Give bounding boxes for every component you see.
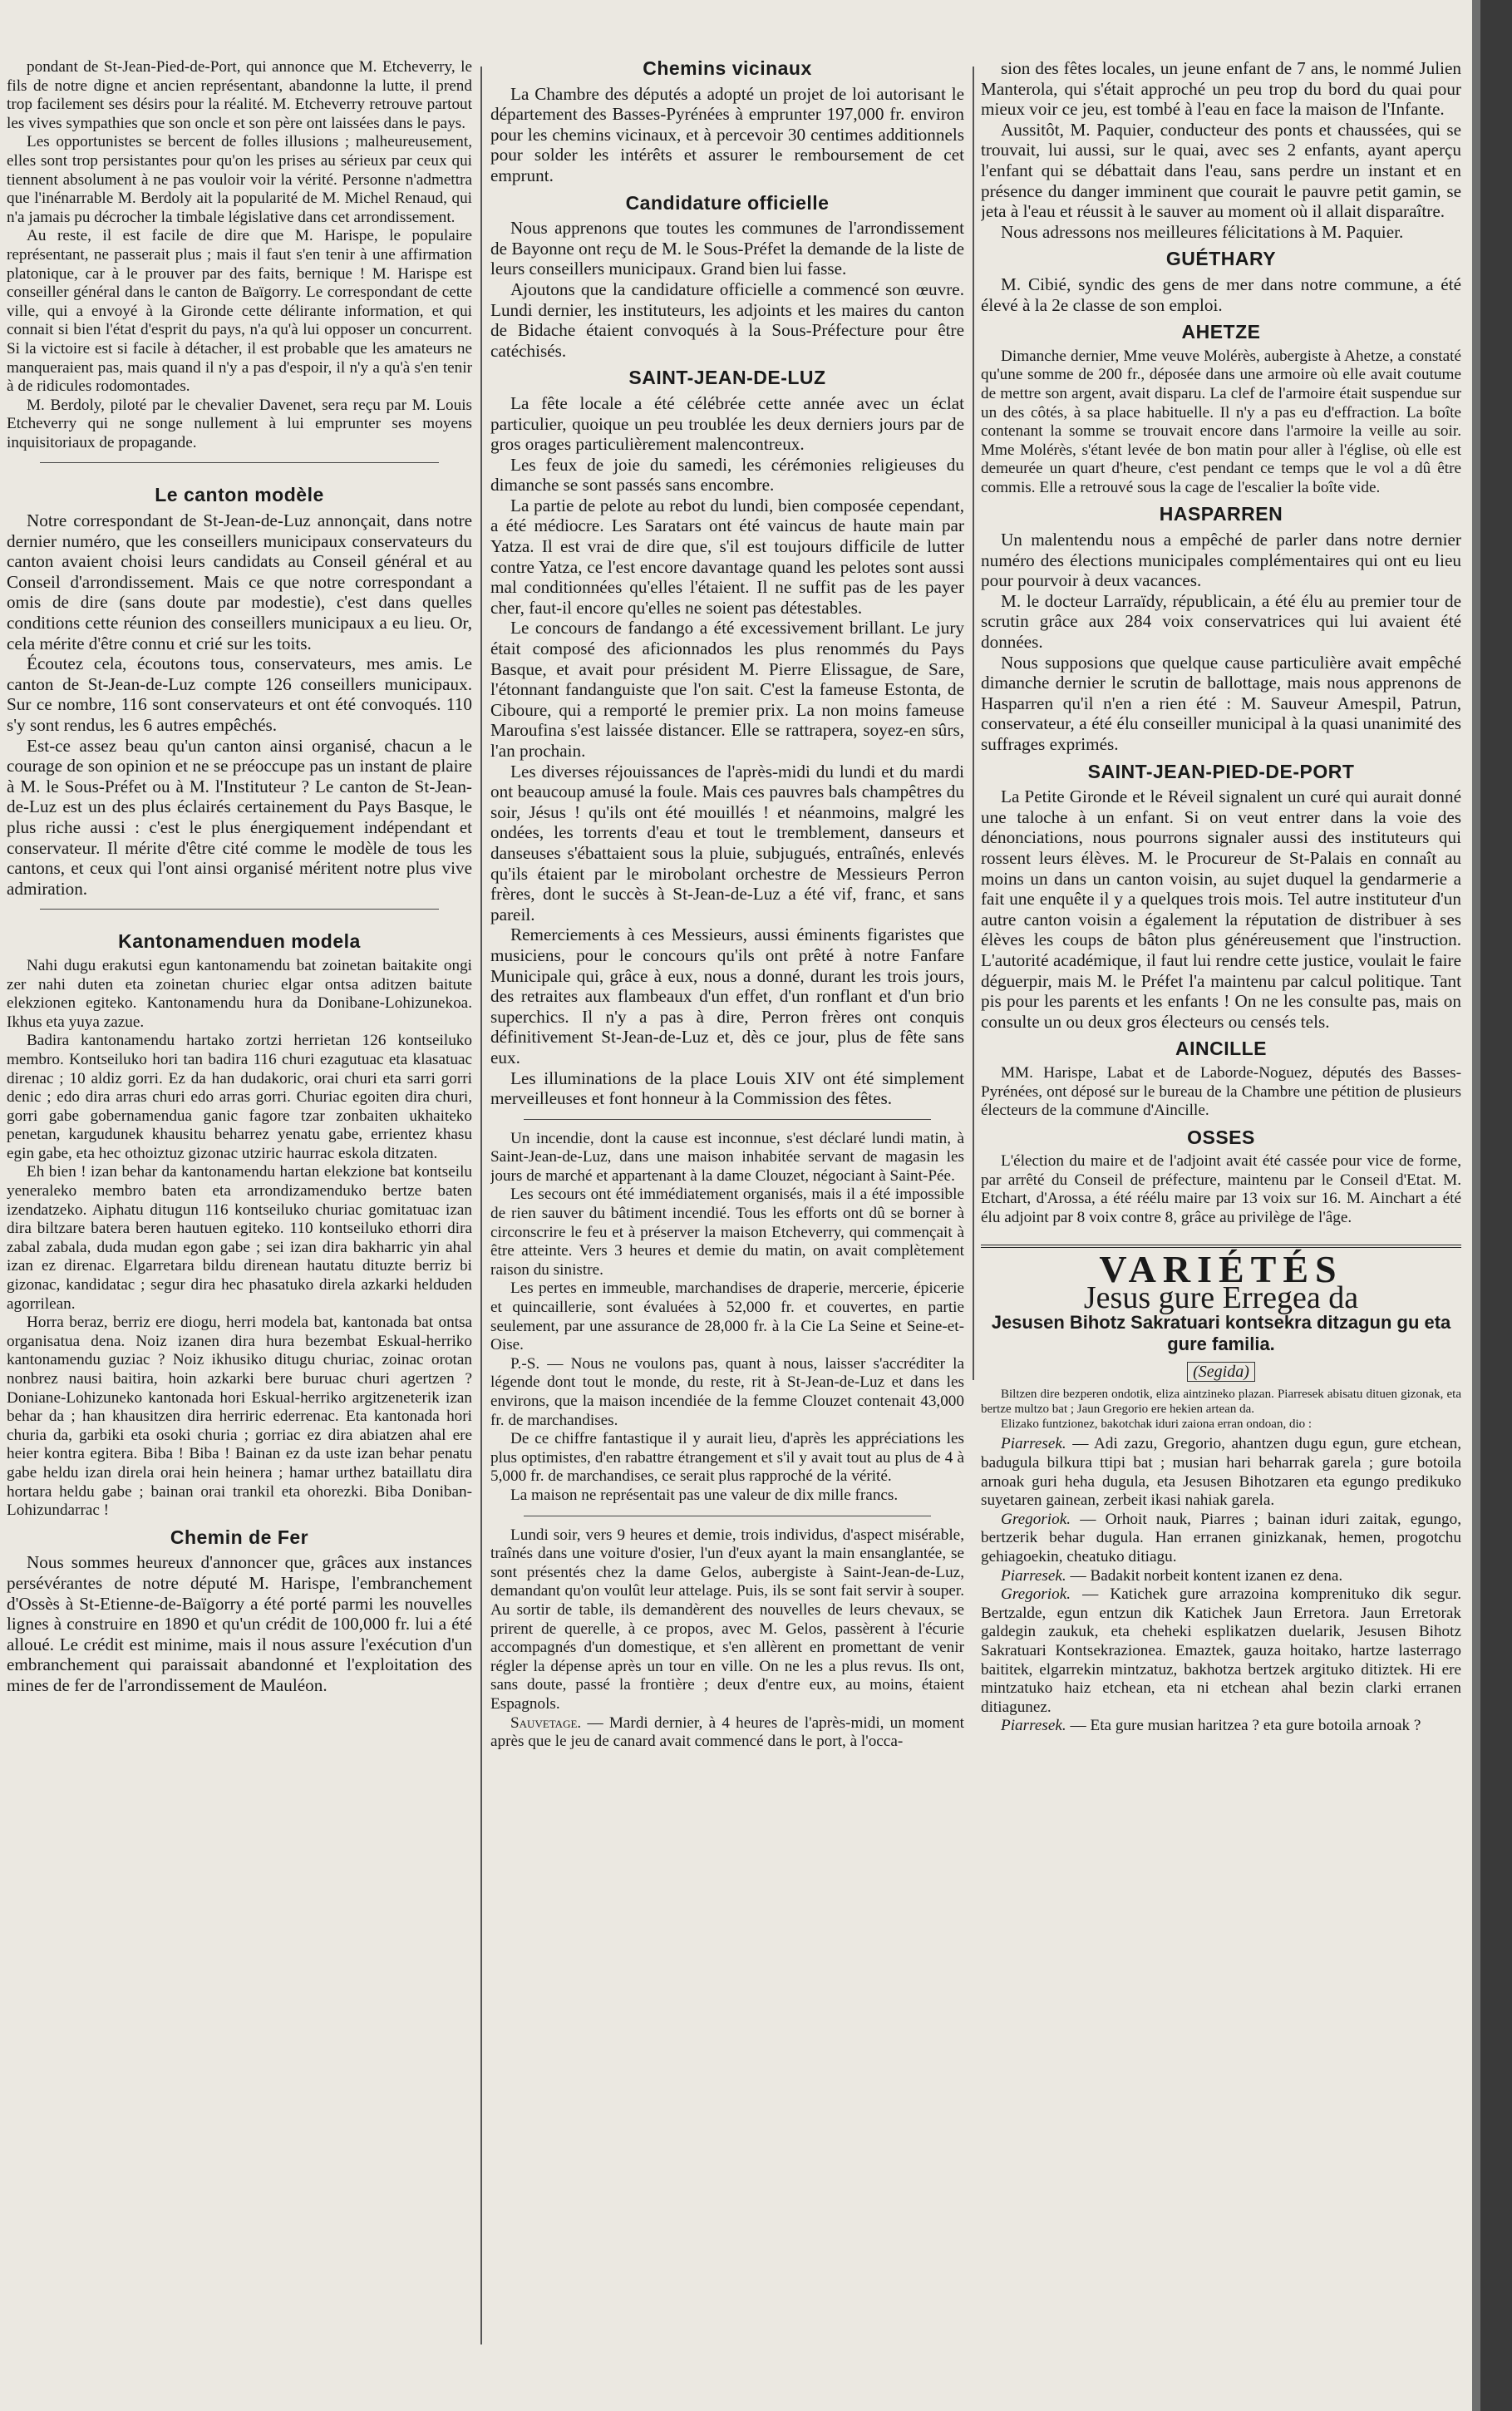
- paragraph: Lundi soir, vers 9 heures et demie, trois individus, d'aspect misérable, traînés dans une voiture d'osier, l'un d'eux ayant la main ensanglantée, se sont présentés chez la dame Gelos, aubergiste à Saint-Jean-de-Luz, demandant qu'on voulût leur attelage. Puis, ils se sont fait servir à souper. Au sortir de table, ils demandèrent des nouvelles de leurs chevaux, se prirent de querelle, à ce propos, avec M. Gelos, passèrent à l'écurie accompagnés d'un domestique, et s'en allèrent en promettant de venir régler la dépense après un tour en ville. On ne les a plus revus. Ils ont, sans doute, passé la frontière ; deux d'entre eux, au moins, étaient Espagnols.: [490, 1526, 964, 1713]
- saint-jean-pied-de-port-title: SAINT-JEAN-PIED-DE-PORT: [1087, 760, 1355, 782]
- paragraph: Eh bien ! izan behar da kantonamendu hartan elekzione bat kontseilu yeneraleko membro baten eta arrondizamenduko bertze baten izendatzeko. Aiphatu ditugun 116 kontseiluko churiac gomitatuac izan dira biltzare batera beren hautuen egiteko. 110 kontseiluko ethorri dira zabal zabala, duda mudan egon gabe ; sei izan dira bakharric yin ahal izan ez direnac. Elgarretara bildu direnean hautatu dituzte berriz bi gizonac, kandidatac ; segur dira hec phasatuko direla azkarki helduden agorrilean.: [7, 1163, 472, 1313]
- speaker: Piarresek.: [1001, 1717, 1066, 1735]
- paragraph: Au reste, il est facile de dire que M. Harispe, le populaire représentant, ne passerait plus ; mais il faut s'en tenir à une affirmation platonique, car à le prouver par des faits, bernique ! M. Harispe est conseiller général dans le canton de Baïgorry. Le correspondant de cette ville, qui a envoyé à la Gironde cette délirante information, et qui connait si bien l'état d'esprit du pays, n'a qu'à lui opposer un concurrent. Si la victoire est si facile à détacher, il est probable que les amateurs ne manqueraient pas, mais quand il n'y a pas d'espoir, il n'y a qu'à s'en tenir à de ridicules rodomontades.: [7, 227, 472, 396]
- candidature-article: [490, 218, 964, 361]
- chemins-vicinaux-article: [490, 84, 964, 186]
- saint-jean-pied-de-port-article: [981, 786, 1461, 1032]
- paragraph: P.-S. — Nous ne voulons pas, quant à nous, laisser s'accréditer la légende dont tout le monde, du reste, rit à St-Jean-de-Luz et dans les environs, que la maison incendiée de la femme Clouzet contenait 43,000 fr. de marchandises.: [490, 1354, 964, 1429]
- column-3: [981, 58, 1461, 2369]
- hasparren-title: HASPARREN: [1159, 503, 1283, 525]
- column-2: [490, 58, 964, 2369]
- paragraph: De ce chiffre fantastique il y aurait lieu, d'après les appréciations les plus optimistes, d'en rabattre étrangement et s'il y avait tout au plus de 4 à 5,000 fr. de marchandises, ce serait plus rapproché de la vérité.: [490, 1430, 964, 1486]
- paragraph: Le concours de fandango a été excessivement brillant. Le jury était composé des aficionnados les plus renommés du Pays Basque, et avait pour président M. Pierre Elissague, de Sare, l'étonnant fandanguiste que l'on sait. C'est la fameuse Estonta, de Ciboure, qui a remporté le premier prix. La non moins fameuse Maroufina s'est laissée distancer. Elle se rattrapera, soyez-en sûrs, l'an prochain.: [490, 618, 964, 761]
- paragraph: Aussitôt, M. Paquier, conducteur des ponts et chaussées, qui se trouvait, lui aussi, sur le quai, avec ses 2 enfants, ayant aperçu l'enfant qui se débattait dans l'eau, sans perdre un instant et en présence du danger imminent que courait le pauvre petit gamin, se jeta à l'eau et réussit à le sauver au moment où il allait disparaître.: [981, 119, 1461, 222]
- paragraph: Nous supposions que quelque cause particulière avait empêché dimanche dernier le scrutin de ballottage, mais nous apprenons de Hasparren qu'il n'en a rien été : M. Sauveur Amespil, Patrun, conservateur, a été élu conseiller municipal à la quasi unanimité des suffrages exprimés.: [981, 652, 1461, 754]
- paragraph: sion des fêtes locales, un jeune enfant de 7 ans, le nommé Julien Manterola, qui s'était approché un peu trop du bord du quai pour mieux voir ce jeu, est tombé à l'eau en face la maison de l'Infante.: [981, 58, 1461, 120]
- paragraph: Les illuminations de la place Louis XIV ont été simplement merveilleuses et font honneur à la Commission des fêtes.: [490, 1067, 964, 1109]
- speaker: Piarresek.: [1001, 1435, 1066, 1453]
- ahetze-title: AHETZE: [1181, 321, 1261, 343]
- paragraph: Horra beraz, berriz ere diogu, herri modela bat, kantonada bat ontsa organisatua dena. Noiz izanen dira hura bezembat Eskual-herriko kantonamendu guziac ? Noiz ikhusiko ditugu churiac, zoinac orotan nonbrez nausi baitira, hoin azkarki bere buruac churi agertzen ? Doniane-Lohizuneko kantonada hori Eskual-herriko argitzeneterik izan behar da ; han khausitzen dira herriric ederrenac. Eta kantonada hori churia da, garbiki eta osoki churia ; gorriac ez dira abiatzen ahal ere heier kontra egitera. Biba ! Biba ! Bainan ez da uste izan behar penatu gabe heldu izan direla orai hein heinera ; hamar urthez bataillatu dira hortara heldu gabe ; bainan orai trankil eta ohorezki. Biba Doniban-Lohizundarrac !: [7, 1314, 472, 1520]
- paragraph: Écoutez cela, écoutons tous, conservateurs, mes amis. Le canton de St-Jean-de-Luz compte 126 conseillers municipaux. Sur ce nombre, 116 sont conservateurs et ont été convoqués. 110 s'y sont rendus, les 6 autres empêchés.: [7, 653, 472, 735]
- paragraph: La Chambre des députés a adopté un projet de loi autorisant le département des Basses-Pyrénées à emprunter 197,000 fr. environ pour les chemins vicinaux, et à percevoir 30 centimes additionnels pour solder les intérêts et assurer le remboursement de cet emprunt.: [490, 83, 964, 185]
- canton-modele-article: [7, 510, 472, 899]
- feuilleton-dialogue: [981, 1435, 1461, 1736]
- kantonamenduen-title: Kantonamenduen modela: [118, 930, 361, 953]
- column-rule: [973, 67, 974, 1380]
- speech: — Adi zazu, Gregorio, ahantzen dugu egun, gure etchean, badugula bilkura ttipi bat ; musian hari beharrak garela ; gure botoila arnoak guri heha dugula, eta Jesusen Bihotzaren eta egungo predikuko suyetaren gainean, zerbeit ikasi nahiak garela.: [981, 1435, 1461, 1510]
- paragraph: MM. Harispe, Labat et de Laborde-Noguez, députés des Basses-Pyrénées, ont déposé sur le bureau de la Chambre une pétition de plusieurs électeurs de la commune d'Aincille.: [981, 1063, 1461, 1120]
- paragraph: La maison ne représentait pas une valeur de dix mille francs.: [510, 1486, 899, 1504]
- chemins-vicinaux-title: Chemins vicinaux: [643, 58, 812, 79]
- paragraph: Dimanche dernier, Mme veuve Molérès, aubergiste à Ahetze, a constaté qu'une somme de 200 fr., déposée dans une armoire où elle avait coutume de mettre son argent, avait disparu. La clef de l'armoire était suspendue sur un des côtés, à sa place habituelle. Il n'y a pas eu d'effraction. La boîte contenant la somme se trouvait encore dans l'armoire la veille au soir. Mme Molérès, s'étant levée de bon matin pour aller à l'église, où elle est demeurée un quart d'heure, c'est pendant ce temps que le vol a dû être commis. Elle a retrouvé sous la cage de l'escalier la boîte vide.: [981, 347, 1461, 496]
- paragraph: Un incendie, dont la cause est inconnue, s'est déclaré lundi matin, à Saint-Jean-de-Luz, dans une maison inhabitée servant de magasin les jours de marché et appartenant à la dame Clouzet, négociant à Saint-Pée.: [490, 1129, 964, 1185]
- paragraph: Est-ce assez beau qu'un canton ainsi organisé, chacun a le courage de son opinion et ne se préoccupe pas un instant de plaire à M. le Sous-Préfet ou à M. l'Instituteur ? Le canton de St-Jean-de-Luz est un des plus éclairés certainement du Pays Basque, le plus riche aussi : c'est le plus énergiquement indépendant et conservateur. Il mérite d'être cité comme le modèle de tous les cantons, et ceux qui l'ont ainsi organisé méritent notre plus vive admiration.: [7, 735, 472, 899]
- paragraph: Les feux de joie du samedi, les cérémonies religieuses du dimanche se sont passés sans encombre.: [490, 454, 964, 496]
- column-1: [7, 58, 472, 2353]
- saint-jean-de-luz-article: [490, 393, 964, 1109]
- ahetze-article: [981, 348, 1461, 498]
- paragraph: Les opportunistes se bercent de folles illusions ; malheureusement, elles sont trop persistantes pour qu'on les prises au sérieux par ceux qui tiennent absolument à ne pas vouloir voir la vérité. Personne n'admettra que l'inénarrable M. Berdoly ait la popularité de M. Michel Renaud, qui n'a jamais pu décrocher la timbale législative dans cet arrondissement.: [7, 133, 472, 226]
- paragraph: Les diverses réjouissances de l'après-midi du lundi et du mardi ont beaucoup amusé la foule. Mais ces pauvres bals champêtres du soir, Jésus ! qu'ils ont été mouillés ! et néanmoins, malgré les ondées, les torrents d'eau et tout le tremblement, danseurs et danseuses s'ébattaient sous la pluie, subjugués, entraînés, enlevés qu'ils étaient par le mirobolant orchestre de Messieurs Perron frères, dont le succès à St-Jean-de-Luz a été vif, franc, et sans pareil.: [490, 761, 964, 924]
- dialogue-line: [981, 1435, 1461, 1510]
- paragraph: Notre correspondant de St-Jean-de-Luz annonçait, dans notre dernier numéro, que les conseillers municipaux conservateurs du canton avaient choisi leurs candidats au Conseil général et au Conseil d'arrondissement. Mais ce que notre correspondant a omis de dire (sans doute par modestie), c'est dans quelles conditions cette réunion des conseillers municipaux a eu lieu. Or, cela mérite d'être connu et crié sur les toits.: [7, 510, 472, 653]
- chemin-de-fer-article: [7, 1552, 472, 1695]
- paragraph: Biltzen dire bezperen ondotik, eliza aintzineko plazan. Piarresek abisatu dituen gizonak, eta bertze multzo bat ; Jaun Gregorio ere hekien artean da.: [981, 1388, 1461, 1417]
- guethary-title: GUÉTHARY: [1165, 248, 1277, 270]
- canton-modele-title: Le canton modèle: [155, 484, 324, 506]
- kantonamenduen-article: [7, 957, 472, 1521]
- sauvetage-continued: [981, 58, 1461, 242]
- paragraph: Elizako funtzionez, bakotchak iduri zaiona erran ondoan, dio :: [1001, 1418, 1313, 1432]
- paragraph: Nous adressons nos meilleures félicitations à M. Paquier.: [1001, 221, 1404, 242]
- osses-article: [981, 1152, 1461, 1227]
- speaker: Gregoriok.: [1001, 1510, 1071, 1528]
- paragraph: La Petite Gironde et le Réveil signalent un curé qui aurait donné une taloche à un enfant. Si on veut entrer dans la voie des dénonciations, nous pourrons signaler aussi des instituteurs qui rossent leurs élèves. M. le Procureur de St-Palais en connaît au moins un dans un canton voisin, au sujet duquel la gendarmerie a fait une enquête il y a quelques trois mois. Tel autre instituteur d'un autre canton voisin a également la réputation de distribuer à ses élèves les coups de bâton plus généreusement que l'instruction. L'autorité académique, il faut lui rendre cette justice, voulait le faire déguerpir, mais M. le Préfet l'a maintenu par calcul politique. Tant pis pour les parents et les enfants ! On ne les consulte pas, mais on consulte un ou deux gros électeurs ou censés tels.: [981, 786, 1461, 1032]
- speaker: Gregoriok.: [1001, 1585, 1071, 1604]
- candidature-title: Candidature officielle: [625, 191, 830, 214]
- intro-article: [7, 58, 472, 452]
- paragraph: Nous sommes heureux d'annoncer que, grâces aux instances persévérantes de notre député M. Harispe, l'embranchement d'Ossès à St-Etienne-de-Baïgorry a été porté parmi les nouvelles lignes à construire en 1890 et qu'un crédit de 100,000 fr. lui a été alloué. Le crédit est minime, mais il nous assure l'exécution d'un embranchement qui paraissait abandonné et l'exploitation des mines de fer de l'arrondissement de Mauléon.: [7, 1552, 472, 1695]
- paragraph: Nous apprenons que toutes les communes de l'arrondissement de Bayonne ont reçu de M. le Sous-Préfet la demande de la liste de leurs conseillers municipaux. Grand bien lui fasse.: [490, 218, 964, 279]
- paragraph: Remerciements à ces Messieurs, aussi éminents figaristes que musiciens, pour le concours qu'ils ont prêté à notre Fanfare Municipale qui, grâce à eux, nous a donné, durant les trois jours, des retraites aux flambeaux d'un effet, d'un ronflant et d'un brio superchics. Il n'y a pas à dire, Perron frères ont conquis définitivement St-Jean-de-Luz et, dès ce jour, plus de fête sans eux.: [490, 924, 964, 1067]
- paragraph: pondant de St-Jean-Pied-de-Port, qui annonce que M. Etcheverry, le fils de notre digne et ancien représentant, abandonne la lutte, il prend trop facilement ses désirs pour la réalité. M. Etcheverry retrouve partout les vives sympathies que son oncle et son père ont laissées dans le pays.: [7, 58, 472, 132]
- osses-title: OSSES: [1187, 1126, 1255, 1148]
- chemin-de-fer-title: Chemin de Fer: [170, 1526, 309, 1548]
- paragraph: M. Cibié, syndic des gens de mer dans notre commune, a été élevé à la 2e classe de son emploi.: [981, 274, 1461, 315]
- paragraph: La partie de pelote au rebot du lundi, bien composée cependant, a été médiocre. Les Saratars ont été vaincus de haute main par Yatza. Il est vrai de dire que, s'il est toujours difficile de lutter contre Yatza, ce l'est encore davantage quand les pelotes sont aussi mal conditionnées qu'elles l'étaient. Il ne suffit pas de les payer cher, faut-il encore qu'elles ne soient pas détestables.: [490, 495, 964, 618]
- dialogue-line: [981, 1585, 1461, 1717]
- speech: — Eta gure musian haritzea ? eta gure botoila arnoak ?: [1066, 1717, 1421, 1735]
- aincille-title: AINCILLE: [1175, 1038, 1268, 1060]
- paragraph: Nahi dugu erakutsi egun kantonamendu bat zoinetan baitakite ongi zer nahi duten eta zoinetan churiec elgar ontsa aditzen baitute elekzionen egiteko. Kantonamendu hura da Donibane-Lohizunekoa. Ikhus eta yuya zazue.: [7, 956, 472, 1031]
- dialogue-line: [981, 1717, 1461, 1736]
- sauvetage-text: — Mardi dernier, à 4 heures de l'après-midi, un moment après que le jeu de canard avait commencé dans le port, à l'occa-: [490, 1713, 964, 1751]
- paragraph: Un malentendu nous a empêché de parler dans notre dernier numéro des élections municipales complémentaires qui ont eu lieu pour pourvoir à deux vacances.: [981, 530, 1461, 591]
- guethary-article: [981, 274, 1461, 315]
- dialogue-line: [981, 1567, 1461, 1586]
- feuilleton-stage-note: [981, 1387, 1461, 1432]
- paragraph: La fête locale a été célébrée cette année avec un éclat particulier, quoique un peu troublée les deux derniers jours par de gros orages particulièrement malencontreux.: [490, 392, 964, 455]
- speech: — Katichek gure arrazoina komprenituko dik segur. Bertzalde, egun entzun dik Katichek Jaun Erretora. Jaun Erretorak galdegin zaukuk, eta cheheki esplikatzen duelarik, Jesusen Bihotz Sakratuari Kontsekrazionea. Emaztek, gauza hoitako, hartze lasterrago baititek, elgarrekin mintzatuz, bakhotza bertzek argituko ditiztek. Hi ere mintzatuko haiz etchean, eta ni etchean ahal bezin clarki erranen ditiagunez.: [981, 1585, 1461, 1716]
- aincille-article: [981, 1064, 1461, 1121]
- hasparren-article: [981, 530, 1461, 755]
- voleurs-article: [490, 1526, 964, 1714]
- speech: — Orhoit nauk, Piarres ; bainan iduri zaitak, egungo, bertzerik behar dugula. Han erranen ginizkanak, hemen, progotchu gehiagoekin, cheatuko ditiagu.: [981, 1510, 1461, 1565]
- scan-edge: [1472, 0, 1512, 2411]
- paragraph: Les secours ont été immédiatement organisés, mais il a été impossible de rien sauver du bâtiment incendié. Tous les efforts ont dû se borner à circonscrire le feu et à préserver la maison Etcheverry, qui commençait à être atteinte. Vers 3 heures et demie du matin, on avait complètement raison du sinistre.: [490, 1186, 964, 1279]
- sauvetage-label: Sauvetage.: [510, 1713, 582, 1732]
- paragraph: Ajoutons que la candidature officielle a commencé son œuvre. Lundi dernier, les instituteurs, les adjoints et les maires du canton de Bidache étaient convoqués à la Sous-Préfecture pour être catéchisés.: [490, 279, 964, 361]
- feuilleton-segida: (Segida): [1187, 1362, 1255, 1382]
- speaker: Piarresek.: [1001, 1566, 1066, 1585]
- saint-jean-de-luz-title: SAINT-JEAN-DE-LUZ: [628, 367, 826, 389]
- paragraph: M. Berdoly, piloté par le chevalier Davenet, sera reçu par M. Louis Etcheverry qui ne songe nullement à lui emprunter ses moyens inquisitoriaux de propagande.: [7, 396, 472, 451]
- column-rule: [480, 67, 482, 2344]
- feuilleton-title: Jesus gure Erregea da: [1083, 1280, 1359, 1316]
- paragraph: Les pertes en immeuble, marchandises de draperie, mercerie, épicerie et quincaillerie, sont évaluées à 52,000 fr. et couvertes, en partie seulement, par une assurance de 28,000 fr. à la Cie La Seine et Seine-et-Oise.: [490, 1279, 964, 1354]
- varietes-heading: VARIÉTÉS: [981, 1245, 1461, 1280]
- dialogue-line: [981, 1511, 1461, 1567]
- incendie-article: [490, 1130, 964, 1506]
- paragraph: M. le docteur Larraïdy, républicain, a été élu au premier tour de scrutin grâce aux 284 voix conservatrices qui lui avaient été données.: [981, 590, 1461, 653]
- paragraph: L'élection du maire et de l'adjoint avait été cassée pour vice de forme, par arrêté du Conseil de préfecture, maintenu par le Conseil d'Etat. M. Etchart, d'Arossa, a été réélu maire par 13 voix sur 16. M. Ainchart a été élu adjoint par 8 voix contre 8, grâce au privilège de l'âge.: [981, 1152, 1461, 1227]
- paragraph: Badira kantonamendu hartako zortzi herrietan 126 kontseiluko membro. Kontseiluko hori tan badira 116 churi ezagutuac eta klasatuac direnac ; 10 aldiz gorri. Ez da han dudakoric, orai churi eta sarri gorri denic ; edo dira arras churi edo arras gorri. Churiac egoiten dira churi, gorri gabe gobernamendua ganic fagore tzar zonbaiten ukhaiteko penetan, kargudunek khausitu beharrez yenatu gabe, errientez khasu egin gabe, eta hec othoiztuz gizonac utziric haurrac eskola ditzaten.: [7, 1032, 472, 1162]
- feuilleton-subtitle: Jesusen Bihotz Sakratuari kontsekra ditzagun gu eta gure familia.: [991, 1311, 1451, 1354]
- speech: — Badakit norbeit kontent izanen ez dena.: [1066, 1566, 1343, 1585]
